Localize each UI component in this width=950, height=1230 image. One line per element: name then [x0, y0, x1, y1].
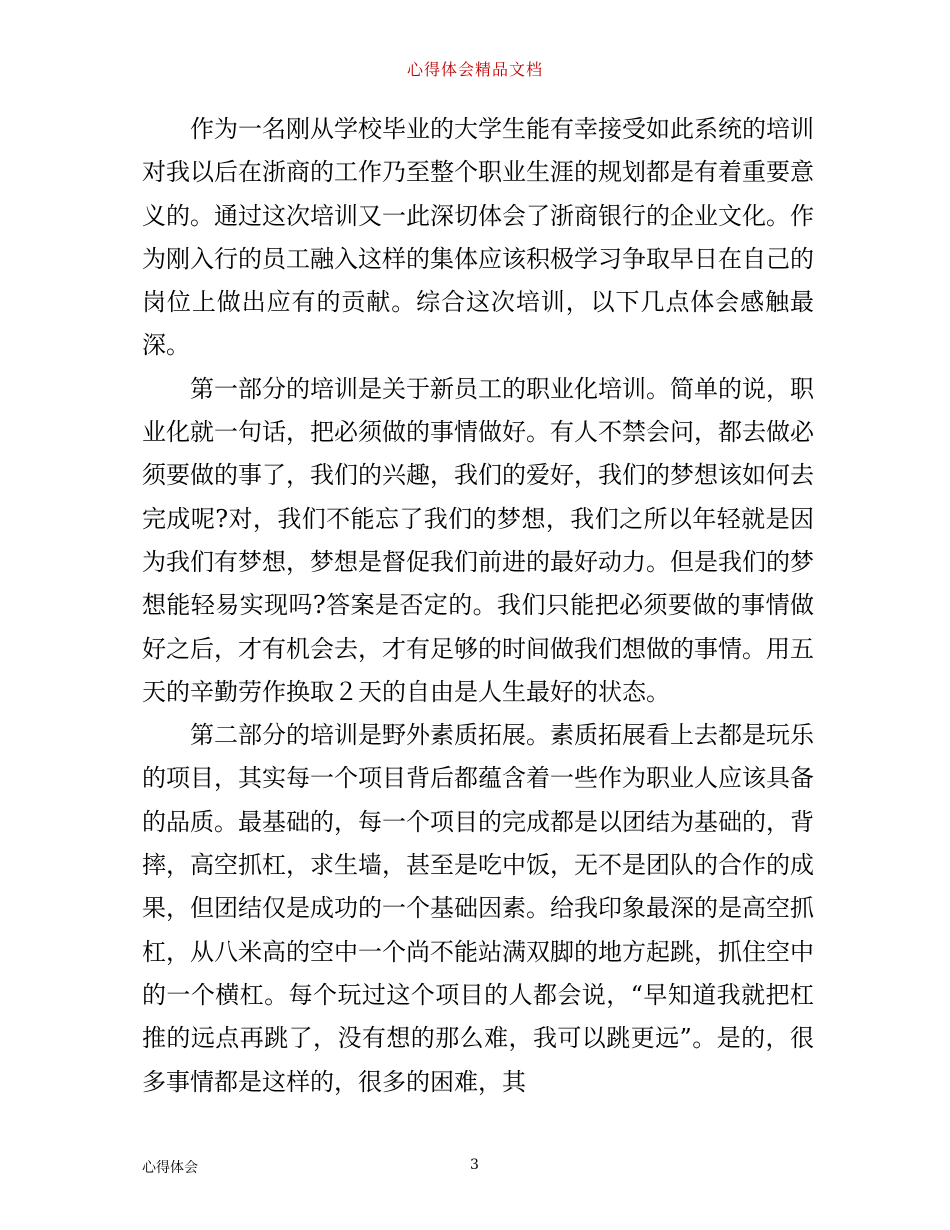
- page-header-title: 心得体会精品文档: [406, 60, 543, 79]
- page-number: 3: [470, 1157, 479, 1173]
- document-body: [142, 108, 814, 1104]
- paragraph-2: 第一部分的培训是关于新员工的职业化培训。简单的说，职业化就一句话，把必须做的事情做好。有人不禁会问，都去做必须要做的事了，我们的兴趣，我们的爱好，我们的梦想该如何去完成呢?对，我们不能忘了我们的梦想，我们之所以年轻就是因为我们有梦想，梦想是督促我们前进的最好动力。但是我们的梦想能轻易实现吗?答案是否定的。我们只能把必须要做的事情做好之后，才有机会去，才有足够的时间做我们想做的事情。用五天的辛勤劳作换取２天的自由是人生最好的状态。: [142, 374, 814, 706]
- paragraph-3: 第二部分的培训是野外素质拓展。素质拓展看上去都是玩乐的项目，其实每一个项目背后都蕴含着一些作为职业人应该具备的品质。最基础的，每一个项目的完成都是以团结为基础的，背摔，高空抓杠，求生墙，甚至是吃中饭，无不是团队的合作的成果，但团结仅是成功的一个基础因素。给我印象最深的是高空抓杠，从八米高的空中一个尚不能站满双脚的地方起跳，抓住空中的一个横杠。每个玩过这个项目的人都会说，“早知道我就把杠推的远点再跳了，没有想的那么难，我可以跳更远”。是的，很多事情都是这样的，很多的困难，其: [142, 721, 814, 1096]
- paragraph-1: 作为一名刚从学校毕业的大学生能有幸接受如此系统的培训对我以后在浙商的工作乃至整个职业生涯的规划都是有着重要意义的。通过这次培训又一此深切体会了浙商银行的企业文化。作为刚入行的员工融入这样的集体应该积极学习争取早日在自己的岗位上做出应有的贡献。综合这次培训，以下几点体会感触最深。: [142, 115, 814, 360]
- footer-label: 心得体会: [142, 1160, 198, 1176]
